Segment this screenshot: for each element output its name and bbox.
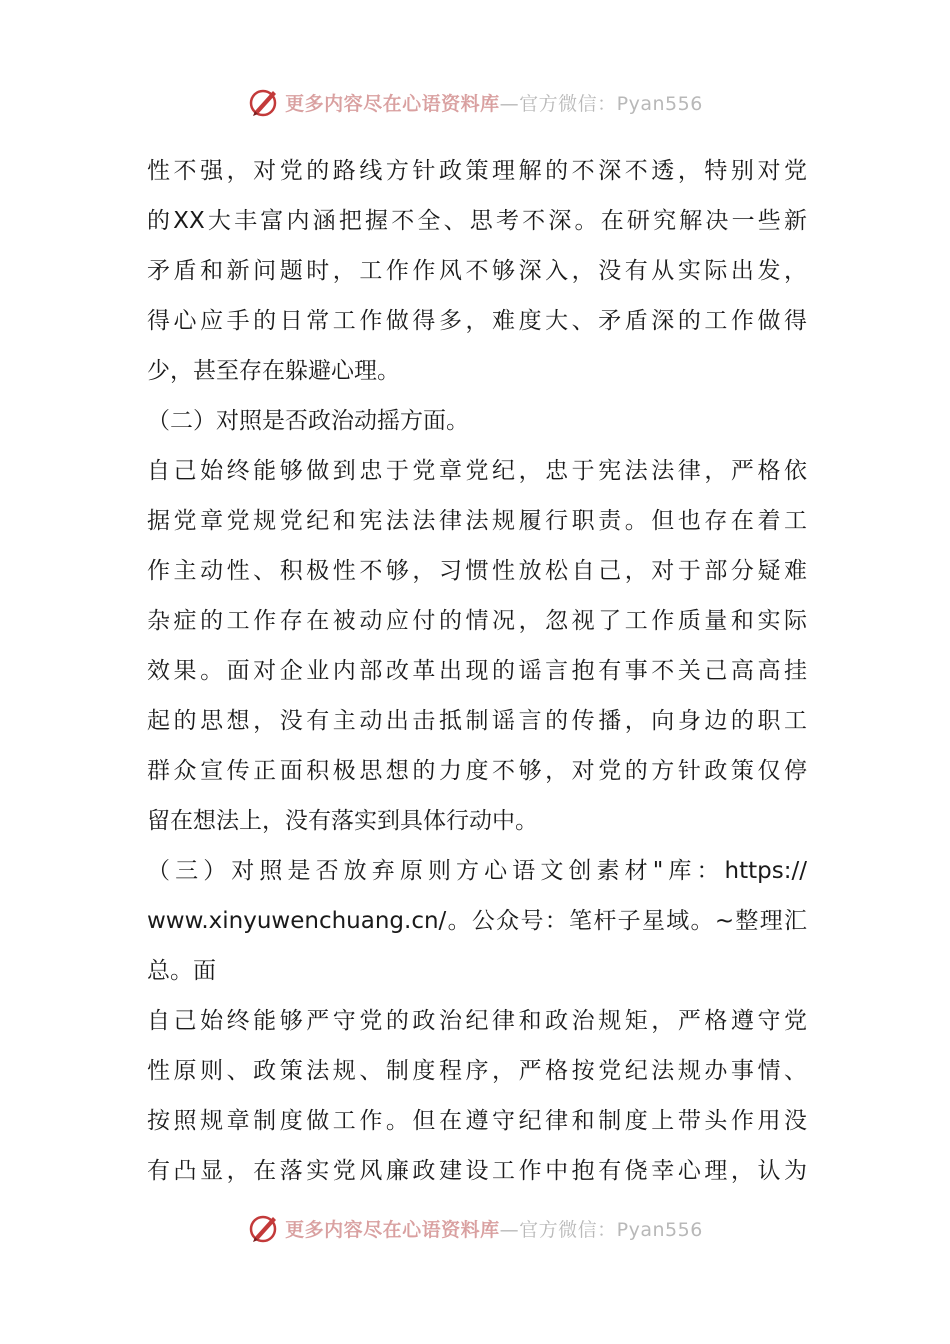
banner-brand: 更多内容尽在心语资料库 xyxy=(285,1218,500,1241)
text-line: 留在想法上，没有落实到具体行动中。 xyxy=(147,808,538,834)
text-line: 按照规章制度做工作。但在遵守纪律和制度上带头作用没 xyxy=(147,1108,807,1134)
text-line: 据党章党规党纪和宪法法律法规履行职责。但也存在着工 xyxy=(147,508,807,534)
footer-banner xyxy=(0,1208,950,1248)
text-line: 自己始终能够做到忠于党章党纪，忠于宪法法律，严格依 xyxy=(147,458,807,484)
text-line: 作主动性、积极性不够，习惯性放松自己，对于部分疑难 xyxy=(147,558,807,584)
document-body xyxy=(147,146,807,1196)
banner-contact: —官方微信：Pyan556 xyxy=(499,92,703,115)
banner-contact: —官方微信：Pyan556 xyxy=(499,1218,703,1241)
text-line: 少，甚至存在躲避心理。 xyxy=(147,358,400,384)
text-line: 得心应手的日常工作做得多，难度大、矛盾深的工作做得 xyxy=(147,308,807,334)
header-banner xyxy=(0,82,950,122)
section-heading: www.xinyuwenchuang.cn/。公众号：笔杆子星域。~整理汇 xyxy=(147,908,807,934)
pen-logo-icon xyxy=(247,1211,281,1245)
text-line: 效果。面对企业内部改革出现的谣言抱有事不关己高高挂 xyxy=(147,658,807,684)
section-heading: 总。面 xyxy=(147,958,216,984)
text-line: 的XX大丰富内涵把握不全、思考不深。在研究解决一些新 xyxy=(147,208,807,234)
text-line: 群众宣传正面积极思想的力度不够，对党的方针政策仅停 xyxy=(147,758,807,784)
text-line: 杂症的工作存在被动应付的情况，忽视了工作质量和实际 xyxy=(147,608,807,634)
text-line: 矛盾和新问题时，工作作风不够深入，没有从实际出发， xyxy=(147,258,807,284)
text-line: 自己始终能够严守党的政治纪律和政治规矩，严格遵守党 xyxy=(147,1008,807,1034)
section-heading: （二）对照是否政治动摇方面。 xyxy=(147,408,469,434)
text-line: 性不强，对党的路线方针政策理解的不深不透，特别对党 xyxy=(147,158,807,184)
text-line: 性原则、政策法规、制度程序，严格按党纪法规办事情、 xyxy=(147,1058,807,1084)
pen-logo-icon xyxy=(247,85,281,119)
text-line: 起的思想，没有主动出击抵制谣言的传播，向身边的职工 xyxy=(147,708,807,734)
section-heading: （三）对照是否放弃原则方心语文创素材"库：https:// xyxy=(147,858,807,884)
text-line: 有凸显，在落实党风廉政建设工作中抱有侥幸心理，认为 xyxy=(147,1158,807,1184)
banner-brand: 更多内容尽在心语资料库 xyxy=(285,92,500,115)
